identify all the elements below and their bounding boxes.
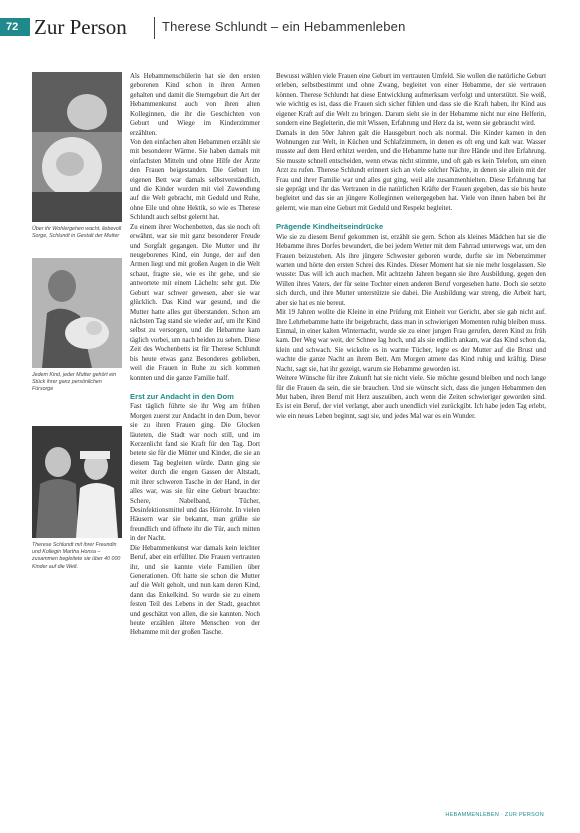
paragraph: Wie sie zu diesem Beruf gekommen ist, erzählt sie gern. Schon als kleines Mädchen hat sie die Hebamme ihres Dorfes bewundert, die bei jedem Wetter mit dem Fahrrad unterwegs war, um den Frauen beizustehen. Als ihre jüngere Schwester geboren wurde, durfte sie im Nebenzimmer warten und hörte den ersten Schrei des Kindes. Dieser Moment hat sie nie mehr losgelassen. Sie wusste: Das will ich auch machen. Mit achtzehn Jahren begann sie ihre Ausbildung, gegen den Willen ihres Vaters, der für seine Tochter einen anderen Beruf vorgesehen hatte. Doch sie setzte sich durch, und ihre Mutter unterstützte sie dabei. Die Ausbildung war streng, die Arbeit hart, aber sie hat es nie bereut. [276,233,546,307]
photo-midwife-with-baby [32,72,122,222]
paragraph: Damals in den 50er Jahren galt die Hausgeburt noch als normal. Die Kinder kamen in den Wohnungen zur Welt, in Küchen und Schlafzimmern, in denen es oft eng und kalt war. Wasser musste auf dem Herd erhitzt werden, und die Hebamme hatte nur ihre Hände und ihre Erfahrung. Sie musste schnell entscheiden, wenn etwas nicht stimmte, und oft gab es kein Telefon, um einen Arzt zu rufen. Therese Schlundt erinnert sich an viele solcher Nächte, in denen sie allein mit der Frau und ihrer Familie war und alles gut ging, weil alle zusammenhielten. Diese Erfahrung hat sie geprägt und ihr das Vertrauen in die natürlichen Kräfte der Frauen gegeben, das sie bis heute begleitet und das sie an jüngere Kolleginnen weitergegeben hat. Viele von ihnen haben bei ihr gelernt, wie man eine Geburt mit Geduld und Respekt begleitet. [276,129,546,212]
paragraph: Bewusst wählen viele Frauen eine Geburt im vertrauten Umfeld. Sie wollen die natürliche Geburt erleben, selbstbestimmt und ohne Zwang, begleitet von einer Hebamme, der sie vertrauen können. Therese Schlundt hat diese Entwicklung aufmerksam verfolgt und unterstützt. Sie weiß, wie wichtig es ist, dass die Frauen sich sicher fühlen und dass sie die Kraft haben, ihr Kind aus eigener Kraft auf die Welt zu bringen. Darum sieht sie in der Hebamme nicht nur eine Helferin, sondern eine Begleiterin, die mit Wissen, Erfahrung und Herz da ist, wenn sie gebraucht wird. [276,73,546,128]
subheading: Erst zur Andacht in den Dom [130,391,234,401]
paragraph: Mit 19 Jahren wollte die Kleine in eine Prüfung mit Einheit vor Gericht, aber sie gab nicht auf. Ihre Lehrhebamme hatte ihr beigebracht, dass man in schwierigen Momenten ruhig bleiben muss. Einmal, in einer kalten Winternacht, wurde sie zu einer jungen Frau gerufen, deren Kind zu früh kam. Der Weg war weit, der Schnee lag hoch, und als sie endlich ankam, war das Kind schon da, klein und schwach. Sie wickelte es in warme Tücher, legte es der Mutter auf die Brust und wachte die ganze Nacht an ihrem Bett. Am Morgen atmete das Kind ruhig und kräftig. Diese Nacht, sagt sie, hat ihr gezeigt, warum sie Hebamme geworden ist. [276,309,546,373]
page-footer: HEBAMMENLEBEN · ZUR PERSON [445,812,544,818]
paragraph: Weitere Wünsche für ihre Zukunft hat sie nicht viele. Sie möchte gesund bleiben und noch lange für die Frauen da sein, die sie brauchen. Und sie wünscht sich, dass die jungen Hebammen den Mut haben, ihren Beruf mit Herz auszuüben, auch wenn die Zeiten schwieriger geworden sind. Es ist ein Beruf, der viel verlangt, aber auch unendlich viel zurückgibt. Ich habe jeden Tag erlebt, wie ein neues Leben beginnt, sagt sie, und jedes Mal war es ein Wunder. [276,375,546,420]
section-title: Zur Person [34,15,127,39]
photo-mother-with-infant [32,258,122,368]
article-title: Therese Schlundt – ein Hebammenleben [162,19,406,34]
photo-caption-1: Über ihr Wohlergehen wacht, liebevoll Sorge, Schlundt in Gestalt der Mutter [32,226,122,240]
paragraph: Von den einfachen alten Hebammen erzählt sie mit besonderer Wärme. Sie haben damals mit einfachsten Mitteln und ohne Hilfe der Ärzte den Frauen beigestanden. Die Geburt im eigenen Bett war damals selbstverständlich, und die Kinder wurden mit viel Zuwendung auf die Welt gebracht, mit Geduld und Ruhe, ohne Eile und ohne Hektik, so wie es Therese Schlundt auch selbst gelernt hat. [130,138,260,222]
photo-two-midwives [32,426,122,538]
page-header [0,14,580,44]
photo-caption-3: Therese Schlundt mit ihrer Freundin und Kollegin Martha Honsa – zusammen begleitete sie über 40 000 Kinder auf die Welt. [32,542,121,570]
paragraph: Zu einem ihrer Wochenbetten, das sie noch oft erwähnt, war sie mit ganz besonderer Freude und Sorgfalt gegangen. Die Mutter und ihr neugeborenes Kind, ein Junge, der auf den Armen liegt und mit großen Augen in die Welt schaut, fragte sie, wie es ihr gehe, und sie antwortete mit einem Lächeln: sehr gut. Die Geburt war schwer gewesen, aber sie war glücklich. Das Kind war gesund, und die Mutter hatte alles gut überstanden. Schon am nächsten Tag stand sie wieder auf, um ihr Kind selbst zu versorgen, und die Hebamme kam täglich vorbei, um nach beiden zu sehen. Diese Zeit des Wochenbetts ist für Therese Schlundt bis heute etwas ganz Besonderes geblieben, weil die Frauen in Ruhe zu sich kommen konnten und die ganze Familie half. [130,223,260,382]
photo-caption-2: Jedem Kind, jeder Mutter gehört ein Stück ihrer ganz persönlichen Fürsorge [32,372,117,393]
subheading: Prägende Kindheitseindrücke [276,222,384,232]
header-divider [154,17,155,39]
page-number: 72 [0,18,30,36]
paragraph: Fast täglich führte sie ihr Weg am frühen Morgen zuerst zur Andacht in den Dom, bevor sie zu ihren Frauen ging. Die Glocken läuteten, die Stadt war noch still, und im Kerzenlicht fand sie Kraft für den Tag. Dort betete sie für die Mütter und Kinder, die sie an diesem Tag begleiten würde. Dann ging sie weiter durch die engen Gassen der Altstadt, mit ihrer schweren Tasche in der Hand, in der alles war, was sie für eine Geburt brauchte: Schere, Nabelband, Tücher, Desinfektionsmittel und das Hörrohr. In vielen Häusern war sie bekannt, man grüßte sie freundlich und öffnete ihr die Tür, auch mitten in der Nacht. [130,403,260,543]
paragraph: Die Hebammenkunst war damals kein leichter Beruf, aber ein erfüllter. Die Frauen vertrauten ihr, und sie kannte viele Familien über Generationen. Oft hatte sie schon die Mutter auf die Welt geholt, und nun kam deren Kind, dann das Enkelkind. So wurde sie zu einem festen Teil des Lebens in der Stadt, geachtet und geschätzt von allen, die sie kannten. Noch heute erzählen ältere Menschen von der Hebamme mit der großen Tasche. [130,544,260,637]
paragraph: Als Hebammenschülerin hat sie den ersten geborenen Kind schon in ihren Armen gehalten und damit die Sterngeburt die Art der Hebammenkunst auch von ihren alten Kolleginnen, die ihr die Geschichten von Geburt und Wiege im Kinderzimmer erzählten. [130,73,260,137]
article-column-left [130,72,260,832]
article-column-right [276,72,546,792]
